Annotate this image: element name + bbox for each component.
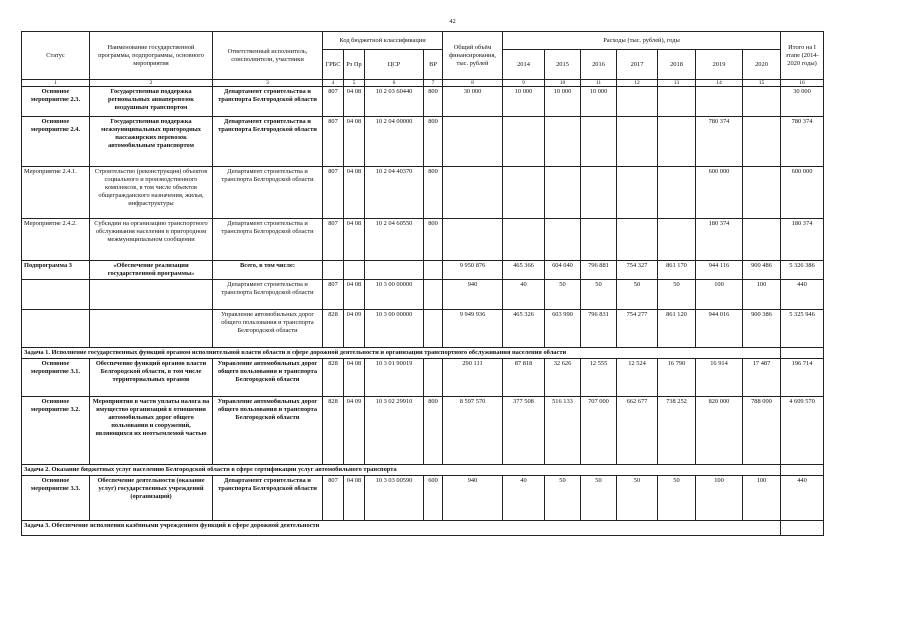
year-2017-cell xyxy=(617,167,658,219)
year-2020-cell xyxy=(743,117,781,167)
name-cell: Строительство (реконструкция) объектов социального и производственного комплексов, в том числе объектов общегражданского назначения, жилья, инфраструктуры xyxy=(90,167,213,219)
budget-table xyxy=(21,31,824,536)
grbs-cell: 807 xyxy=(323,167,344,219)
total-funding-cell: 30 000 xyxy=(443,87,503,117)
year-2018-cell: 50 xyxy=(658,476,696,521)
status-cell: Мероприятие 2.4.1. xyxy=(22,167,90,219)
year-2017-cell: 754 277 xyxy=(617,310,658,348)
executor-cell: Всего, в том числе: xyxy=(213,261,323,280)
year-2016-cell: 50 xyxy=(581,476,617,521)
empty-cell xyxy=(781,521,824,536)
rzpr-cell: 04 08 xyxy=(344,280,365,310)
year-2018-cell xyxy=(658,87,696,117)
year-2017-cell: 754 327 xyxy=(617,261,658,280)
year-2015-cell: 603 990 xyxy=(545,310,581,348)
year-2015-cell: 516 133 xyxy=(545,397,581,465)
csr-cell: 10 2 04 40370 xyxy=(365,167,424,219)
vr-cell xyxy=(424,359,443,397)
vr-cell xyxy=(424,310,443,348)
total-funding-cell xyxy=(443,167,503,219)
year-2015-cell: 50 xyxy=(545,476,581,521)
header-vr: ВР xyxy=(424,50,443,80)
year-2020-cell: 900 486 xyxy=(743,261,781,280)
vr-cell: 600 xyxy=(424,476,443,521)
column-number: 15 xyxy=(743,80,781,87)
grbs-cell xyxy=(323,261,344,280)
table-row xyxy=(22,476,824,521)
name-cell: Обеспечение деятельности (оказание услуг) государственных учреждений (организаций) xyxy=(90,476,213,521)
year-2019-cell: 944 016 xyxy=(696,310,743,348)
year-2020-cell: 788 000 xyxy=(743,397,781,465)
header-status: Статус xyxy=(22,32,90,80)
grbs-cell: 828 xyxy=(323,397,344,465)
header-year: 2019 xyxy=(696,50,743,80)
stage-total-cell: 600 000 xyxy=(781,167,824,219)
rzpr-cell: 04 08 xyxy=(344,87,365,117)
table-row xyxy=(22,219,824,261)
year-2015-cell: 50 xyxy=(545,280,581,310)
stage-total-cell: 440 xyxy=(781,476,824,521)
grbs-cell: 807 xyxy=(323,280,344,310)
csr-cell: 10 2 04 00000 xyxy=(365,117,424,167)
column-number: 7 xyxy=(424,80,443,87)
year-2017-cell xyxy=(617,219,658,261)
executor-cell: Управление автомобильных дорог общего пользования и транспорта Белгородской области xyxy=(213,310,323,348)
csr-cell: 10 3 03 00590 xyxy=(365,476,424,521)
csr-cell: 10 3 02 29910 xyxy=(365,397,424,465)
year-2019-cell: 944 116 xyxy=(696,261,743,280)
year-2016-cell: 796 881 xyxy=(581,261,617,280)
page-number: 42 xyxy=(449,18,456,25)
year-2019-cell: 16 914 xyxy=(696,359,743,397)
column-number: 9 xyxy=(503,80,545,87)
header-year: 2017 xyxy=(617,50,658,80)
total-funding-cell xyxy=(443,117,503,167)
executor-cell: Департамент строительства и транспорта Белгородской области xyxy=(213,117,323,167)
executor-cell: Департамент строительства и транспорта Белгородской области xyxy=(213,280,323,310)
year-2018-cell: 50 xyxy=(658,280,696,310)
grbs-cell: 807 xyxy=(323,219,344,261)
empty-cell xyxy=(781,348,824,359)
year-2020-cell: 17 487 xyxy=(743,359,781,397)
task-row xyxy=(22,348,824,359)
grbs-cell: 828 xyxy=(323,359,344,397)
column-number: 1 xyxy=(22,80,90,87)
stage-total-cell: 5 325 946 xyxy=(781,310,824,348)
table-row xyxy=(22,280,824,310)
year-2016-cell: 12 555 xyxy=(581,359,617,397)
executor-cell: Департамент строительства и транспорта Белгородской области xyxy=(213,167,323,219)
column-number: 8 xyxy=(443,80,503,87)
rzpr-cell: 04 08 xyxy=(344,117,365,167)
table-row xyxy=(22,397,824,465)
table-row xyxy=(22,359,824,397)
year-2014-cell: 465 366 xyxy=(503,261,545,280)
status-cell: Основное мероприятие 2.3. xyxy=(22,87,90,117)
grbs-cell: 828 xyxy=(323,310,344,348)
year-2015-cell xyxy=(545,167,581,219)
csr-cell: 10 3 00 00000 xyxy=(365,280,424,310)
name-cell: Государственная поддержка региональных авиаперевозок воздушным транспортом xyxy=(90,87,213,117)
year-2016-cell: 50 xyxy=(581,280,617,310)
status-cell: Основное мероприятие 3.3. xyxy=(22,476,90,521)
rzpr-cell: 04 09 xyxy=(344,310,365,348)
task-row xyxy=(22,465,824,476)
year-2014-cell: 40 xyxy=(503,280,545,310)
executor-cell: Департамент строительства и транспорта Белгородской области xyxy=(213,87,323,117)
csr-cell: 10 2 03 60440 xyxy=(365,87,424,117)
stage-total-cell: 5 326 386 xyxy=(781,261,824,280)
stage-total-cell: 440 xyxy=(781,280,824,310)
total-funding-cell: 9 949 936 xyxy=(443,310,503,348)
stage-total-cell: 4 609 570 xyxy=(781,397,824,465)
header-stage-total: Итого на I этапе (2014-2020 годы) xyxy=(781,32,824,80)
vr-cell: 800 xyxy=(424,167,443,219)
year-2015-cell: 604 040 xyxy=(545,261,581,280)
year-2020-cell xyxy=(743,87,781,117)
task-heading: Задача 1. Исполнение государственных функций органом исполнительной власти области в сфере дорожной деятельности и организации транспортного обслуживания населения области xyxy=(22,348,781,359)
grbs-cell: 807 xyxy=(323,117,344,167)
year-2017-cell: 662 677 xyxy=(617,397,658,465)
table-row xyxy=(22,261,824,280)
total-funding-cell: 940 xyxy=(443,476,503,521)
year-2018-cell: 861 120 xyxy=(658,310,696,348)
csr-cell xyxy=(365,261,424,280)
stage-total-cell: 780 374 xyxy=(781,117,824,167)
year-2017-cell xyxy=(617,117,658,167)
name-cell: Субсидии на организацию транспортного обслуживания населения в пригородном межмуниципальном сообщении xyxy=(90,219,213,261)
column-number: 3 xyxy=(213,80,323,87)
year-2019-cell: 780 374 xyxy=(696,117,743,167)
executor-cell: Управление автомобильных дорог общего пользования и транспорта Белгородской области xyxy=(213,359,323,397)
vr-cell: 800 xyxy=(424,219,443,261)
rzpr-cell: 04 08 xyxy=(344,167,365,219)
rzpr-cell: 04 08 xyxy=(344,219,365,261)
year-2015-cell xyxy=(545,117,581,167)
year-2020-cell: 900 386 xyxy=(743,310,781,348)
year-2018-cell: 738 252 xyxy=(658,397,696,465)
year-2014-cell xyxy=(503,117,545,167)
table-row xyxy=(22,310,824,348)
header-name: Наименование государственной программы, подпрограммы, основного мероприятия xyxy=(90,32,213,80)
year-2019-cell: 180 374 xyxy=(696,219,743,261)
year-2020-cell: 100 xyxy=(743,476,781,521)
name-cell xyxy=(90,310,213,348)
year-2018-cell: 861 170 xyxy=(658,261,696,280)
year-2019-cell: 100 xyxy=(696,280,743,310)
year-2016-cell xyxy=(581,117,617,167)
total-funding-cell: 8 597 570 xyxy=(443,397,503,465)
year-2020-cell xyxy=(743,219,781,261)
name-cell xyxy=(90,280,213,310)
vr-cell xyxy=(424,280,443,310)
table-row xyxy=(22,87,824,117)
column-number: 4 xyxy=(323,80,344,87)
grbs-cell: 807 xyxy=(323,476,344,521)
header-expenses: Расходы (тыс. рублей), годы xyxy=(503,32,781,50)
year-2019-cell: 100 xyxy=(696,476,743,521)
rzpr-cell: 04 09 xyxy=(344,397,365,465)
header-year: 2020 xyxy=(743,50,781,80)
header-executor: Ответственный исполнитель, соисполнители, участники xyxy=(213,32,323,80)
stage-total-cell: 196 714 xyxy=(781,359,824,397)
vr-cell: 800 xyxy=(424,117,443,167)
column-number: 5 xyxy=(344,80,365,87)
year-2017-cell xyxy=(617,87,658,117)
column-number: 14 xyxy=(696,80,743,87)
table-row xyxy=(22,167,824,219)
year-2018-cell xyxy=(658,167,696,219)
year-2015-cell: 32 626 xyxy=(545,359,581,397)
column-number: 16 xyxy=(781,80,824,87)
stage-total-cell: 30 000 xyxy=(781,87,824,117)
table-row xyxy=(22,117,824,167)
year-2015-cell: 10 000 xyxy=(545,87,581,117)
year-2016-cell: 10 000 xyxy=(581,87,617,117)
name-cell: Мероприятия в части уплаты налога на имущество организаций в отношении автомобильных дорог общего пользования и сооружений, являющихся их неотъемлемой частью xyxy=(90,397,213,465)
status-cell: Подпрограмма 3 xyxy=(22,261,90,280)
header-year: 2014 xyxy=(503,50,545,80)
year-2016-cell: 796 831 xyxy=(581,310,617,348)
year-2016-cell xyxy=(581,167,617,219)
executor-cell: Департамент строительства и транспорта Белгородской области xyxy=(213,476,323,521)
rzpr-cell xyxy=(344,261,365,280)
year-2019-cell: 600 000 xyxy=(696,167,743,219)
year-2014-cell: 465 326 xyxy=(503,310,545,348)
csr-cell: 10 3 00 00000 xyxy=(365,310,424,348)
task-heading: Задача 2. Оказание бюджетных услуг населению Белгородской области в сфере сертификации услуг автомобильного транспорта xyxy=(22,465,781,476)
column-number: 2 xyxy=(90,80,213,87)
rzpr-cell: 04 08 xyxy=(344,359,365,397)
task-heading: Задача 3. Обеспечение исполнения казёнными учреждением функций в сфере дорожной деятельности xyxy=(22,521,781,536)
total-funding-cell: 940 xyxy=(443,280,503,310)
year-2014-cell xyxy=(503,167,545,219)
vr-cell xyxy=(424,261,443,280)
year-2014-cell: 377 508 xyxy=(503,397,545,465)
year-2018-cell xyxy=(658,219,696,261)
year-2014-cell: 87 818 xyxy=(503,359,545,397)
status-cell: Мероприятие 2.4.2. xyxy=(22,219,90,261)
year-2016-cell xyxy=(581,219,617,261)
year-2014-cell xyxy=(503,219,545,261)
year-2014-cell: 10 000 xyxy=(503,87,545,117)
name-cell: «Обеспечение реализации государственной программы» xyxy=(90,261,213,280)
column-number: 10 xyxy=(545,80,581,87)
csr-cell: 10 2 04 60550 xyxy=(365,219,424,261)
year-2018-cell: 16 790 xyxy=(658,359,696,397)
column-number: 12 xyxy=(617,80,658,87)
total-funding-cell xyxy=(443,219,503,261)
header-total-funding: Общий объём финансирования, тыс. рублей xyxy=(443,32,503,80)
stage-total-cell: 180 374 xyxy=(781,219,824,261)
year-2020-cell: 100 xyxy=(743,280,781,310)
year-2017-cell: 12 524 xyxy=(617,359,658,397)
year-2019-cell: 820 000 xyxy=(696,397,743,465)
year-2015-cell xyxy=(545,219,581,261)
vr-cell: 800 xyxy=(424,87,443,117)
year-2019-cell xyxy=(696,87,743,117)
vr-cell: 800 xyxy=(424,397,443,465)
status-cell: Основное мероприятие 2.4. xyxy=(22,117,90,167)
grbs-cell: 807 xyxy=(323,87,344,117)
column-number: 6 xyxy=(365,80,424,87)
header-csr: ЦСР xyxy=(365,50,424,80)
column-number: 11 xyxy=(581,80,617,87)
year-2016-cell: 707 000 xyxy=(581,397,617,465)
header-year: 2015 xyxy=(545,50,581,80)
total-funding-cell: 9 950 876 xyxy=(443,261,503,280)
header-rzpr: Рз Пр xyxy=(344,50,365,80)
status-cell xyxy=(22,310,90,348)
name-cell: Государственная поддержка межмуниципальных пригородных пассажирских перевозок автомобильным транспортом xyxy=(90,117,213,167)
csr-cell: 10 3 01 90019 xyxy=(365,359,424,397)
year-2014-cell: 40 xyxy=(503,476,545,521)
executor-cell: Департамент строительства и транспорта Белгородской области xyxy=(213,219,323,261)
status-cell xyxy=(22,280,90,310)
year-2017-cell: 50 xyxy=(617,476,658,521)
year-2020-cell xyxy=(743,167,781,219)
year-2018-cell xyxy=(658,117,696,167)
column-number: 13 xyxy=(658,80,696,87)
header-budget-code: Код бюджетной классификации xyxy=(323,32,443,50)
status-cell: Основное мероприятие 3.1. xyxy=(22,359,90,397)
total-funding-cell: 290 111 xyxy=(443,359,503,397)
header-year: 2016 xyxy=(581,50,617,80)
task-row xyxy=(22,521,824,536)
empty-cell xyxy=(781,465,824,476)
header-year: 2018 xyxy=(658,50,696,80)
executor-cell: Управление автомобильных дорог общего пользования и транспорта Белгородской области xyxy=(213,397,323,465)
name-cell: Обеспечение функций органов власти Белгородской области, в том числе территориальных органов xyxy=(90,359,213,397)
rzpr-cell: 04 08 xyxy=(344,476,365,521)
year-2017-cell: 50 xyxy=(617,280,658,310)
status-cell: Основное мероприятие 3.2. xyxy=(22,397,90,465)
header-grbs: ГРБС xyxy=(323,50,344,80)
